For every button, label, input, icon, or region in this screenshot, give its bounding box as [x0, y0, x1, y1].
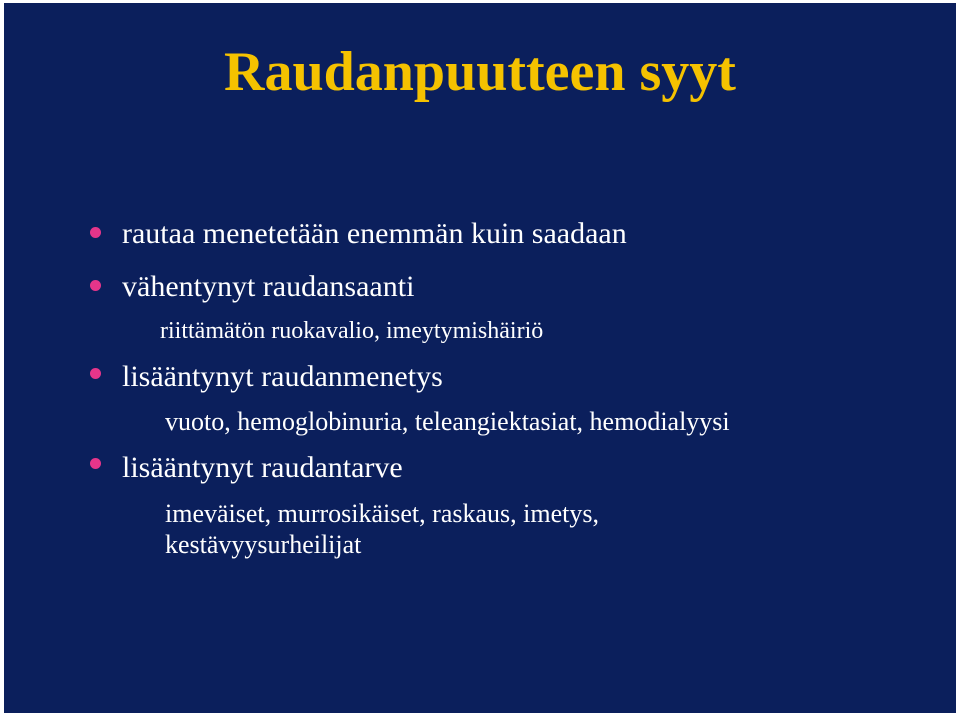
bullet-text: lisääntynyt raudantarve — [122, 451, 403, 484]
slide — [4, 3, 956, 713]
sub-bullet-text: kestävyysurheilijat — [165, 530, 362, 559]
sub-bullet-text: riittämätön ruokavalio, imeytymishäiriö — [160, 318, 544, 344]
bullet-icon — [90, 227, 101, 238]
bullet-text: rautaa menetetään enemmän kuin saadaan — [122, 217, 627, 250]
bullet-icon — [90, 458, 101, 469]
bullet-icon — [90, 368, 101, 379]
slide-title: Raudanpuutteen syyt — [224, 41, 736, 103]
bullet-text: lisääntynyt raudanmenetys — [122, 360, 443, 393]
bullet-text: vähentynyt raudansaanti — [122, 270, 415, 303]
bullet-icon — [90, 280, 101, 291]
sub-bullet-text: imeväiset, murrosikäiset, raskaus, imetys, — [165, 499, 599, 528]
sub-bullet-text: vuoto, hemoglobinuria, teleangiektasiat, hemodialyysi — [165, 407, 730, 436]
